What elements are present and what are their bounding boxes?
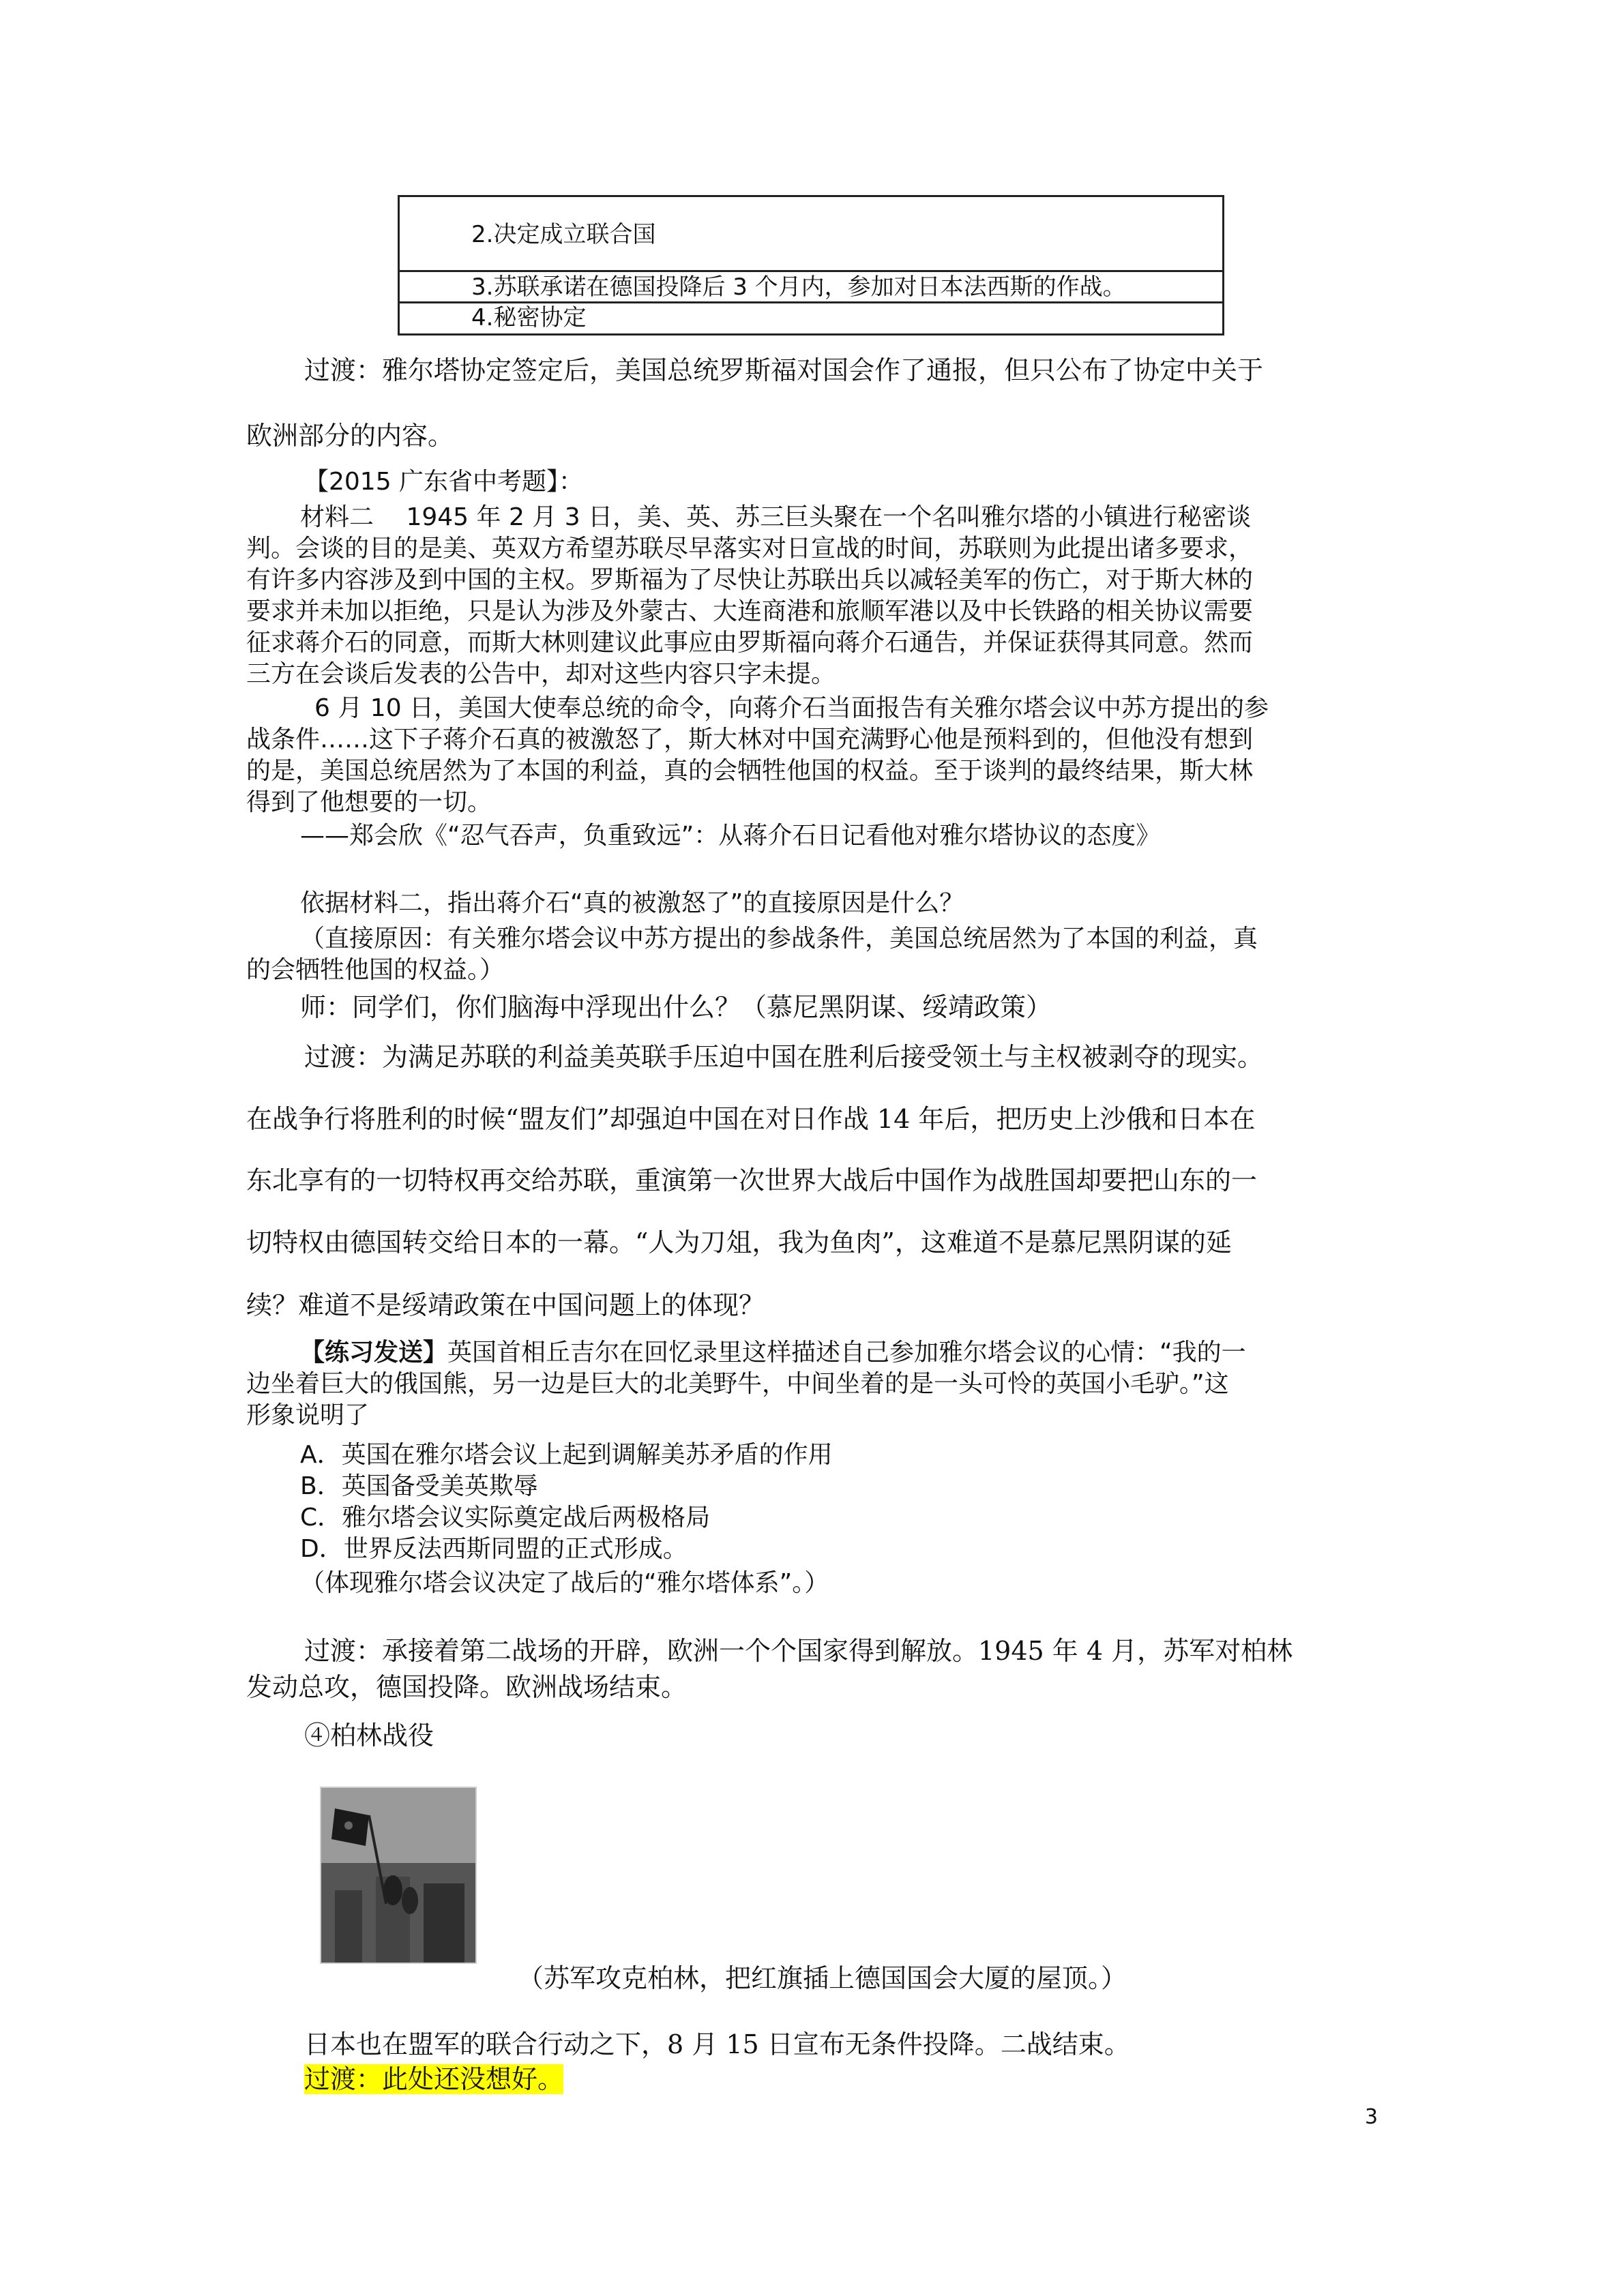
material-line: 三方在会谈后发表的公告中，却对这些内容只字未提。	[246, 660, 836, 688]
transition-1-line-2: 欧洲部分的内容。	[246, 421, 454, 451]
exam-question: 依据材料二，指出蒋介石“真的被激怒了”的直接原因是什么？	[300, 889, 964, 917]
material-line: 战条件……这下子蒋介石真的被激怒了，斯大林对中国充满野心他是预料到的，但他没有想到	[246, 726, 1254, 754]
practice-line: 边坐着巨大的俄国熊，另一边是巨大的北美野牛，中间坐着的是一头可怜的英国小毛驴。”这	[246, 1370, 1229, 1398]
practice-option-a: A．英国在雅尔塔会议上起到调解美苏矛盾的作用	[300, 1441, 833, 1469]
practice-option-b: B．英国备受美英欺辱	[300, 1472, 538, 1500]
berlin-flag-photo	[320, 1787, 477, 1964]
practice-option-d: D．世界反法西斯同盟的正式形成。	[300, 1535, 688, 1563]
agreement-table	[398, 195, 1224, 336]
material-line: 材料二 1945 年 2 月 3 日，美、英、苏三巨头聚在一个名叫雅尔塔的小镇进行秘密谈	[300, 503, 1252, 531]
exam-answer-line: 的会牺牲他国的权益。）	[246, 956, 505, 984]
practice-line: 形象说明了	[246, 1401, 370, 1429]
material-line: 有许多内容涉及到中国的主权。罗斯福为了尽快让苏联出兵以减轻美军的伤亡，对于斯大林的	[246, 566, 1254, 594]
practice-text: 英国首相丘吉尔在回忆录里这样描述自己参加雅尔塔会议的心情：“我的一	[447, 1339, 1246, 1367]
highlight-note	[304, 2062, 563, 2096]
ending-text: 日本也在盟军的联合行动之下，8 月 15 日宣布无条件投降。二战结束。	[304, 2029, 1130, 2059]
material-line: 要求并未加以拒绝，只是认为涉及外蒙古、大连商港和旅顺军港以及中长铁路的相关协议需要	[246, 597, 1254, 625]
material-source: ——郑会欣《“忍气吞声，负重致远”：从蒋介石日记看他对雅尔塔协议的态度》	[300, 822, 1161, 850]
material-line: 的是，美国总统居然为了本国的利益，真的会牺牲他国的权益。至于谈判的最终结果，斯大林	[246, 757, 1254, 785]
transition-2-line: 东北享有的一切特权再交给苏联，重演第一次世界大战后中国作为战胜国却要把山东的一	[246, 1165, 1258, 1195]
practice-option-c: C．雅尔塔会议实际奠定战后两极格局	[300, 1504, 711, 1532]
photo-caption: （苏军攻克柏林，把红旗插上德国国会大厦的屋顶。）	[518, 1963, 1127, 1993]
transition-3-line: 过渡：承接着第二战场的开辟，欧洲一个个国家得到解放。1945 年 4 月，苏军对柏林	[304, 1636, 1293, 1666]
section-title: ④柏林战役	[304, 1720, 434, 1750]
transition-2-line: 在战争行将胜利的时候“盟友们”却强迫中国在对日作战 14 年后，把历史上沙俄和日本在	[246, 1104, 1256, 1134]
exam-heading: 【2015 广东省中考题】：	[304, 468, 584, 496]
table-row: 4.秘密协定	[471, 304, 587, 331]
transition-2-line: 过渡：为满足苏联的利益美英联手压迫中国在胜利后接受领土与主权被剥夺的现实。	[304, 1042, 1264, 1072]
practice-first-line	[300, 1338, 1246, 1368]
transition-1-line-1: 过渡：雅尔塔协定签定后，美国总统罗斯福对国会作了通报，但只公布了协定中关于	[304, 355, 1264, 385]
transition-2-line: 续？难道不是绥靖政策在中国问题上的体现？	[246, 1290, 765, 1320]
material-line: 6 月 10 日，美国大使奉总统的命令，向蒋介石当面报告有关雅尔塔会议中苏方提出的参	[314, 694, 1269, 722]
table-row: 3.苏联承诺在德国投降后 3 个月内，参加对日本法西斯的作战。	[400, 272, 1222, 303]
highlight-text: 过渡：此处还没想好。	[304, 2064, 564, 2094]
material-line: 得到了他想要的一切。	[246, 788, 492, 816]
practice-note: （体现雅尔塔会议决定了战后的“雅尔塔体系”。）	[300, 1569, 829, 1597]
practice-label: 【练习发送】	[300, 1339, 448, 1367]
page-number: 3	[1365, 2105, 1378, 2129]
material-line: 征求蒋介石的同意，而斯大林则建议此事应由罗斯福向蒋介石通告，并保证获得其同意。然而	[246, 629, 1254, 657]
transition-2-line: 切特权由德国转交给日本的一幕。“人为刀俎，我为鱼肉”，这难道不是慕尼黑阴谋的延	[246, 1227, 1232, 1257]
material-line: 判。会谈的目的是美、英双方希望苏联尽早落实对日宣战的时间，苏联则为此提出诸多要求，	[246, 535, 1254, 563]
table-row: 2.决定成立联合国	[400, 197, 1222, 272]
exam-answer-line: （直接原因：有关雅尔塔会议中苏方提出的参战条件，美国总统居然为了本国的利益，真	[300, 925, 1258, 953]
teacher-prompt: 师：同学们，你们脑海中浮现出什么？（慕尼黑阴谋、绥靖政策）	[300, 992, 1052, 1022]
photo-illustration	[321, 1788, 477, 1964]
transition-3-line: 发动总攻，德国投降。欧洲战场结束。	[246, 1672, 688, 1702]
